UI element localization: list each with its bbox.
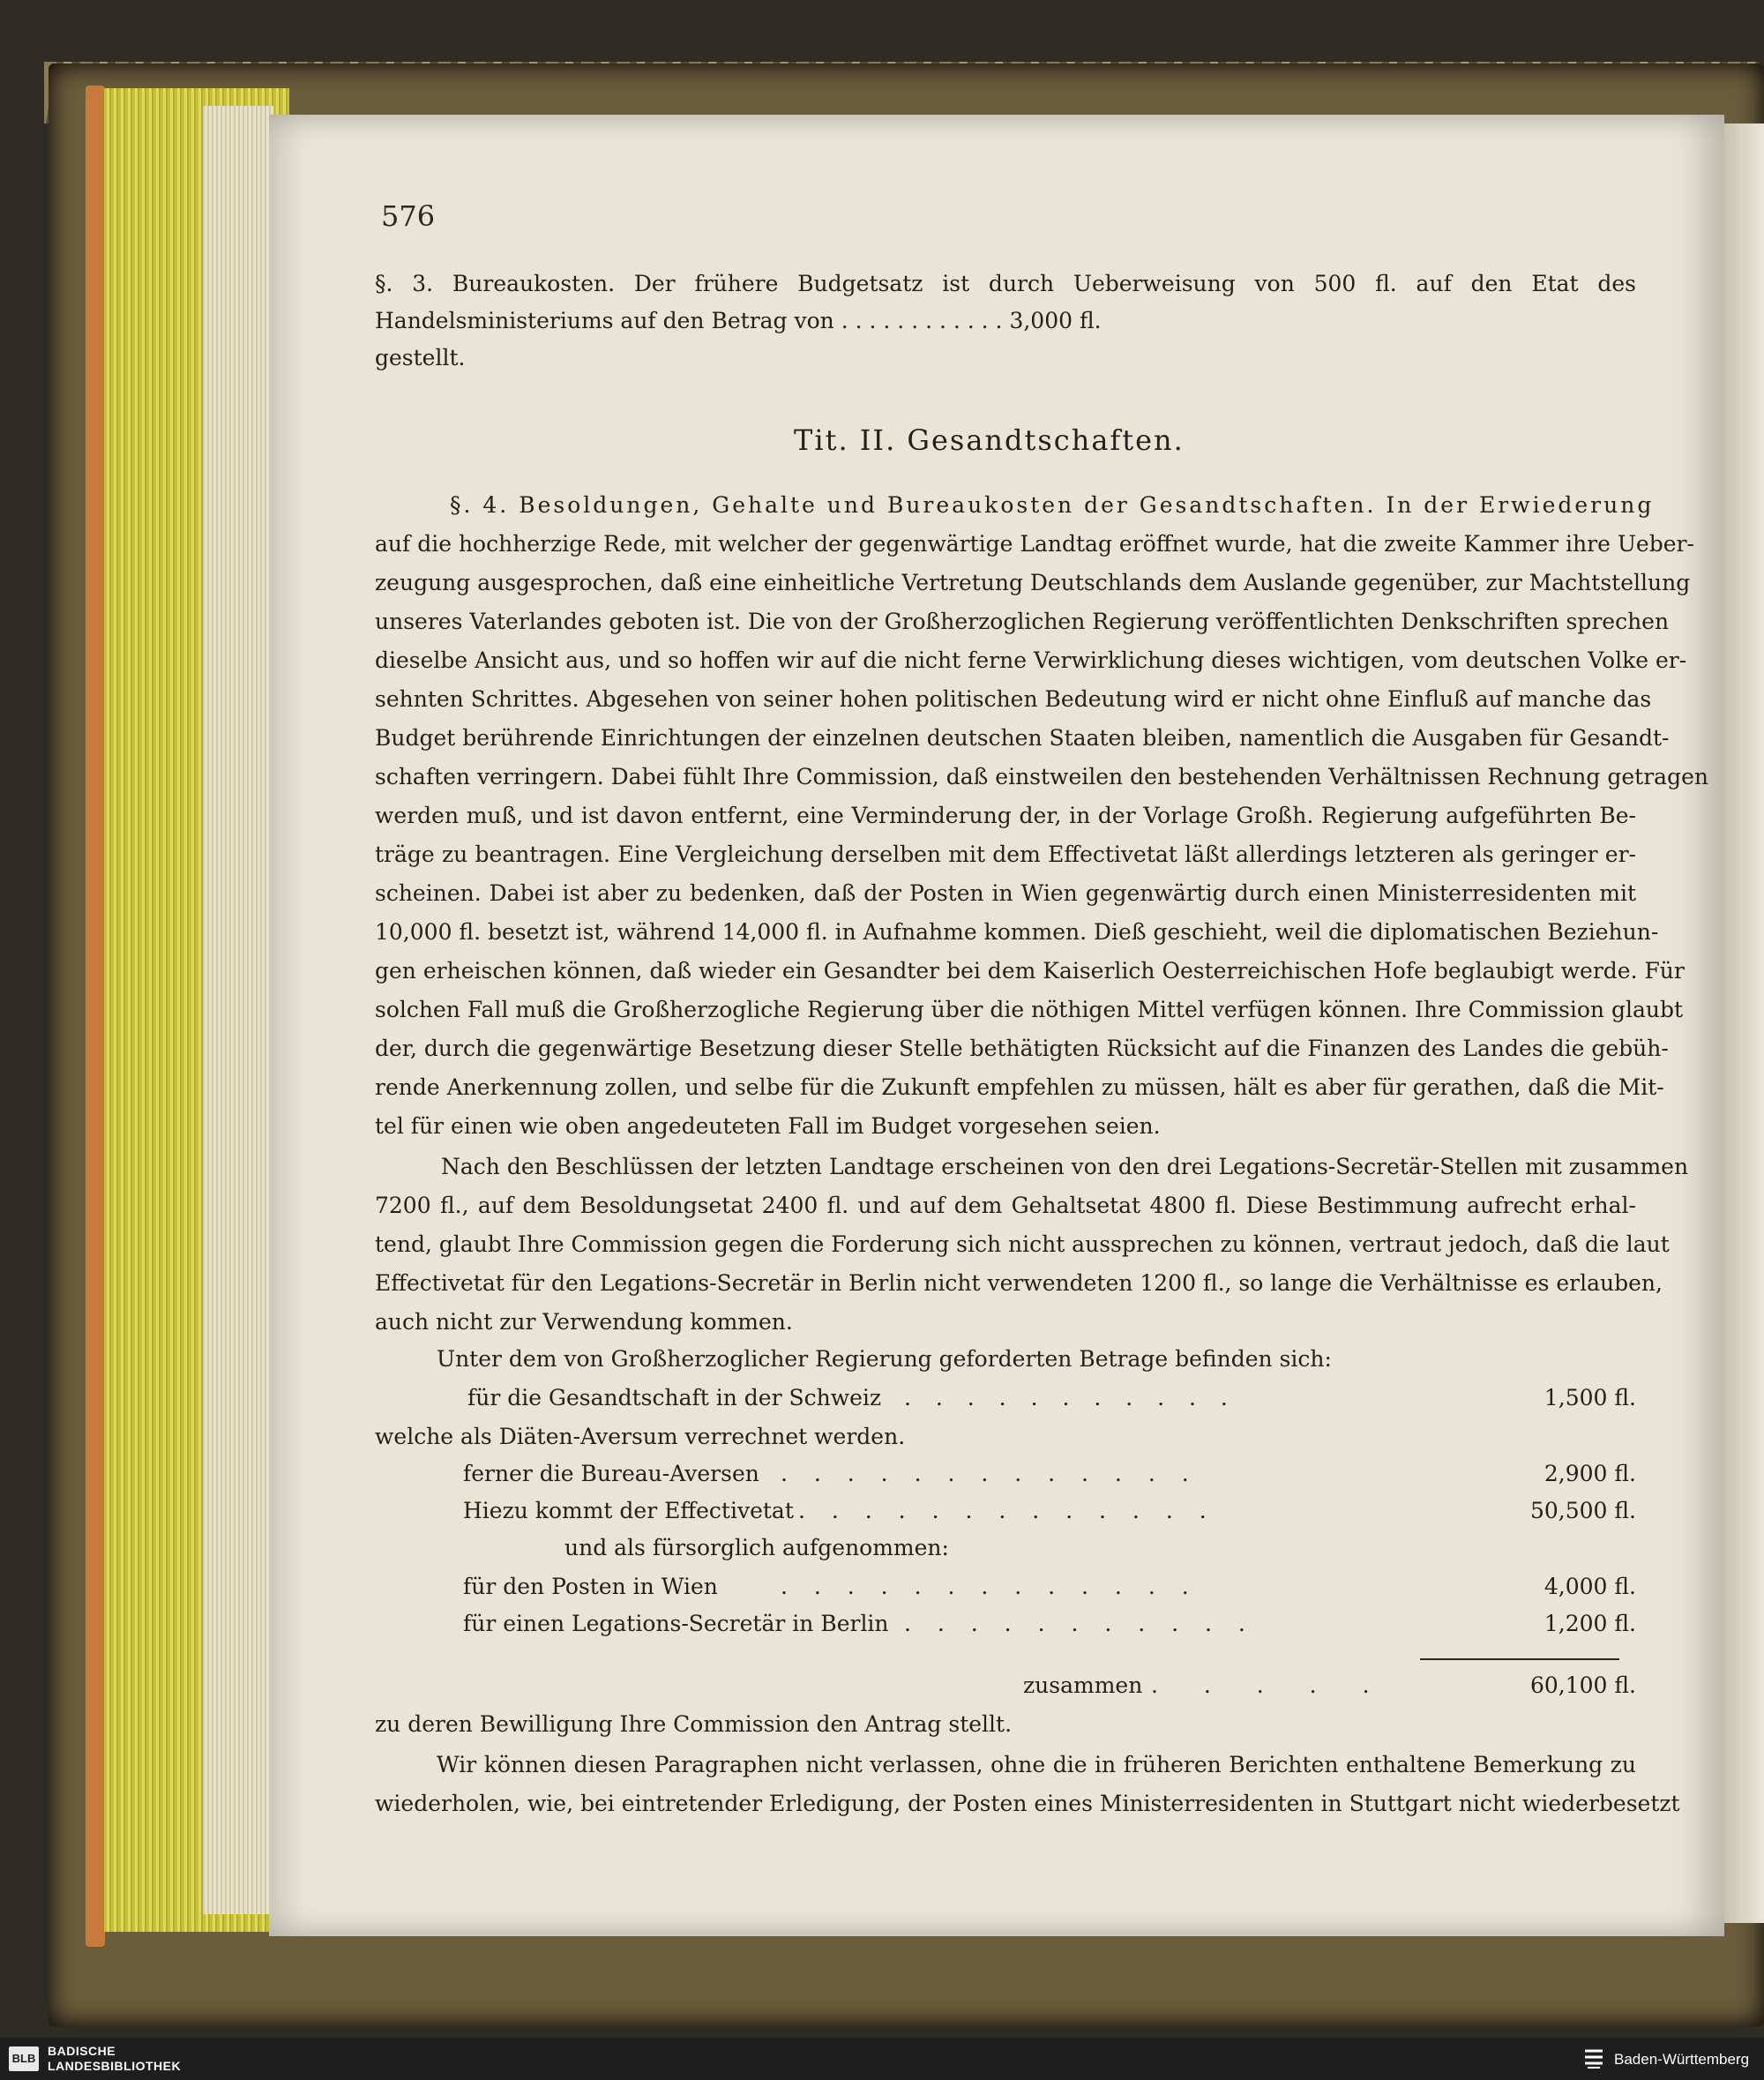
list-item-amount: 50,500 fl.: [1529, 1498, 1636, 1523]
text-line: 7200 fl., auf dem Besoldungsetat 2400 fl. und auf dem Gehaltsetat 4800 fl. Diese Bestimmung aufrecht erhal-: [375, 1193, 1636, 1218]
list-item-label: für den Posten in Wien: [463, 1574, 718, 1599]
text-line: Handelsministeriums auf den Betrag von . . . . . . . . . . . . 3,000 fl.: [375, 308, 1102, 333]
text-line: zeugung ausgesprochen, daß eine einheitliche Vertretung Deutschlands dem Auslande gegenüber, zur Machtstellung: [375, 570, 1691, 595]
book-corner-leather: [86, 86, 105, 1947]
text-line: Wir können diesen Paragraphen nicht verlassen, ohne die in früheren Berichten enthaltene Bemerkung zu: [437, 1752, 1636, 1777]
blb-logo[interactable]: BLB: [9, 2046, 39, 2071]
page-number: 576: [381, 199, 436, 233]
text-line: §. 3. Bureaukosten. Der frühere Budgetsatz ist durch Ueberweisung von 500 fl. auf den Etat des: [375, 271, 1636, 296]
text-line: schaften verringern. Dabei fühlt Ihre Commission, daß einstweilen den bestehenden Verhältnissen Rechnung getragen: [375, 764, 1708, 789]
text-line: §. 4. Besoldungen, Gehalte und Bureaukosten der Gesandtschaften. In der Erwiederung: [450, 492, 1655, 518]
text-line: tend, glaubt Ihre Commission gegen die Forderung sich nicht aussprechen zu können, vertraut jedoch, daß die laut: [375, 1231, 1670, 1257]
text-line: unseres Vaterlandes geboten ist. Die von der Großherzoglichen Regierung veröffentlichten Denkschriften sprechen: [375, 609, 1670, 634]
text-line: 10,000 fl. besetzt ist, während 14,000 fl. in Aufnahme kommen. Dieß geschieht, weil die diplomatischen Beziehun-: [375, 919, 1659, 945]
text-line: auch nicht zur Verwendung kommen.: [375, 1309, 793, 1335]
section-heading: Tit. II. Gesandtschaften.: [794, 423, 1185, 457]
text-line: Budget berührende Einrichtungen der einzelnen deutschen Staaten bleiben, namentlich die Ausgaben für Gesandt-: [375, 725, 1670, 751]
list-item-amount: 4,000 fl.: [1544, 1574, 1636, 1599]
text-line: Nach den Beschlüssen der letzten Landtage erscheinen von den drei Legations-Secretär-Stellen mit zusammen: [441, 1154, 1689, 1179]
leader-dots: . . . . .: [1151, 1672, 1389, 1698]
list-intro: Unter dem von Großherzoglicher Regierung geforderten Betrage befinden sich:: [437, 1346, 1332, 1372]
text-line: auf die hochherzige Rede, mit welcher der gegenwärtige Landtag eröffnet wurde, hat die zweite Kammer ihre Ueber-: [375, 531, 1694, 557]
total-amount: 60,100 fl.: [1529, 1672, 1636, 1698]
list-item-amount: 1,200 fl.: [1544, 1611, 1636, 1636]
list-item-label: für die Gesandtschaft in der Schweiz: [467, 1385, 882, 1410]
text-line: gen erheischen können, daß wieder ein Gesandter bei dem Kaiserlich Oesterreichischen Hofe beglaubigt werde. Für: [375, 958, 1685, 984]
list-item-amount: 1,500 fl.: [1544, 1385, 1636, 1410]
text-line: werden muß, und ist davon entfernt, eine Verminderung der, in der Vorlage Großh. Regierung aufgeführten Be-: [375, 803, 1636, 828]
text-line: dieselbe Ansicht aus, und so hoffen wir auf die nicht ferne Verwirklichung dieses wichtigen, vom deutschen Volke er-: [375, 647, 1687, 673]
leader-dots: . . . . . . . . . . . . .: [798, 1498, 1216, 1523]
sum-rule: [1420, 1658, 1619, 1660]
leader-dots: . . . . . . . . . . . . .: [781, 1461, 1199, 1486]
closing-line: zu deren Bewilligung Ihre Commission den Antrag stellt.: [375, 1711, 1013, 1737]
text-line: solchen Fall muß die Großherzogliche Regierung über die nöthigen Mittel verfügen können. Ihre Commission glaubt: [375, 997, 1684, 1022]
list-item-label: für einen Legations-Secretär in Berlin: [463, 1611, 889, 1636]
bw-lions-icon: [1582, 2046, 1605, 2071]
total-label: zusammen: [1023, 1672, 1143, 1698]
list-item-amount: 2,900 fl.: [1544, 1461, 1636, 1486]
text-line: wiederholen, wie, bei eintretender Erledigung, der Posten eines Ministerresidenten in Stuttgart nicht wiederbesetzt: [375, 1791, 1680, 1816]
blb-name-line2: LANDESBIBLIOTHEK: [48, 2059, 182, 2073]
list-item-label: welche als Diäten-Aversum verrechnet werden.: [375, 1424, 906, 1449]
text-line: sehnten Schrittes. Abgesehen von seiner hohen politischen Bedeutung wird er nicht ohne Einfluß auf manche das: [375, 686, 1652, 712]
text-line: Effectivetat für den Legations-Secretär in Berlin nicht verwendeten 1200 fl., so lange die Verhältnisse es erlauben,: [375, 1270, 1663, 1296]
leader-dots: . . . . . . . . . . .: [904, 1385, 1237, 1410]
viewer-footer: [0, 2038, 1764, 2080]
page: [269, 115, 1724, 1936]
leader-dots: . . . . . . . . . . . . .: [781, 1574, 1199, 1599]
text-line: der, durch die gegenwärtige Besetzung dieser Stelle bethätigten Rücksicht auf die Finanzen des Landes die gebüh-: [375, 1036, 1669, 1061]
blb-name[interactable]: [48, 2044, 181, 2074]
facing-page-edge: [1724, 123, 1764, 1923]
text-line: tel für einen wie oben angedeuteten Fall im Budget vorgesehen seien.: [375, 1113, 1161, 1139]
blb-name-line1: BADISCHE: [48, 2044, 116, 2058]
leader-dots: . . . . . . . . . . .: [904, 1611, 1255, 1636]
text-line: träge zu beantragen. Eine Vergleichung derselben mit dem Effectivetat läßt allerdings letzteren als geringer er-: [375, 842, 1636, 867]
text-line: scheinen. Dabei ist aber zu bedenken, daß der Posten in Wien gegenwärtig durch einen Ministerresidenten mit: [375, 880, 1636, 906]
list-item-label: und als fürsorglich aufgenommen:: [564, 1535, 949, 1560]
text-line: gestellt.: [375, 345, 466, 370]
list-item-label: Hiezu kommt der Effectivetat: [463, 1498, 794, 1523]
list-item-label: ferner die Bureau-Aversen: [463, 1461, 759, 1486]
bw-name[interactable]: Baden-Württemberg: [1614, 2051, 1750, 2068]
page-stack: [203, 106, 273, 1914]
text-line: rende Anerkennung zollen, und selbe für die Zukunft empfehlen zu müssen, hält es aber für gerathen, daß die Mit-: [375, 1074, 1664, 1100]
